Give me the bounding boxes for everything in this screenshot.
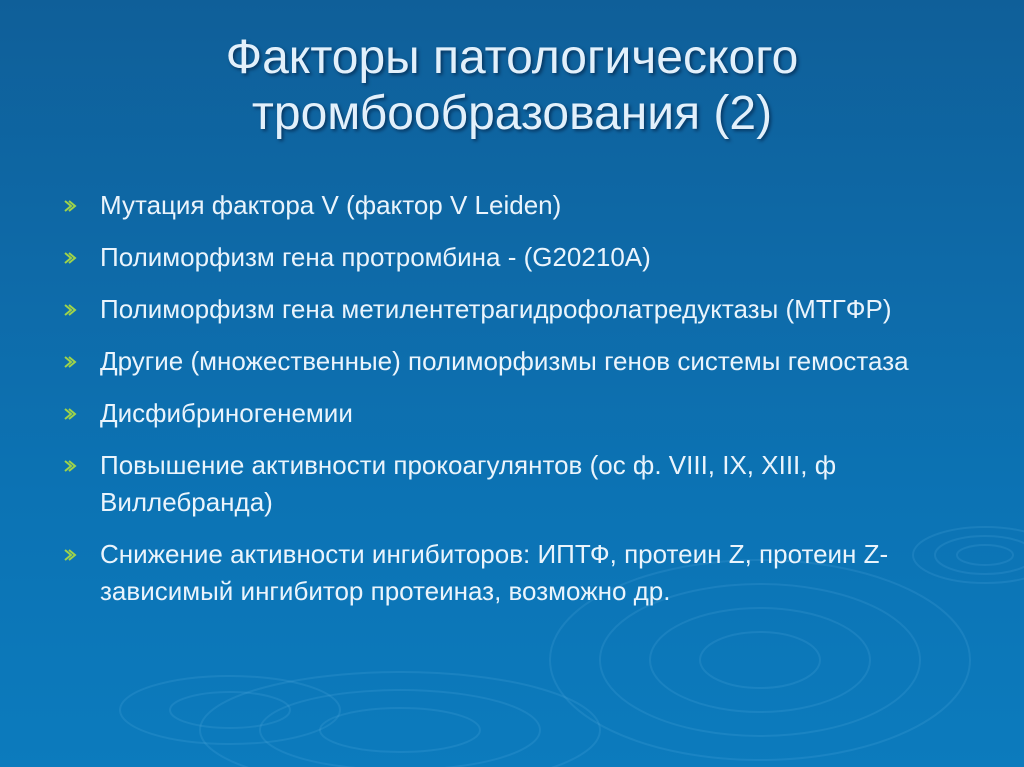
bullet-item — [62, 395, 962, 432]
chevron-right-icon — [62, 354, 78, 370]
chevron-right-icon — [62, 406, 78, 422]
bullet-text: Другие (множественные) полиморфизмы генов системы гемостаза — [100, 346, 909, 376]
bullet-text: Дисфибриногенемии — [100, 398, 353, 428]
slide-title-line-2: тромбообразования (2) — [251, 87, 773, 140]
chevron-right-icon — [62, 302, 78, 318]
chevron-right-icon — [62, 547, 78, 563]
bullet-item — [62, 239, 962, 276]
chevron-right-icon — [62, 250, 78, 266]
bullet-item — [62, 536, 962, 610]
bullet-item — [62, 447, 962, 521]
bullet-text: Мутация фактора V (фактор V Leiden) — [100, 190, 562, 220]
bullet-item — [62, 187, 962, 224]
slide-title — [0, 30, 1024, 142]
bullet-item — [62, 291, 962, 328]
chevron-right-icon — [62, 198, 78, 214]
slide-title-line-1: Факторы патологического — [225, 31, 799, 84]
bullet-text: Полиморфизм гена метилентетрагидрофолатредуктазы (МТГФР) — [100, 294, 892, 324]
bullet-list — [62, 187, 962, 625]
bullet-text: Полиморфизм гена протромбина - (G20210A) — [100, 242, 651, 272]
chevron-right-icon — [62, 458, 78, 474]
bullet-item — [62, 343, 962, 380]
bullet-text: Снижение активности ингибиторов: ИПТФ, протеин Z, протеин Z-зависимый ингибитор протеиназ, возможно др. — [100, 539, 889, 606]
bullet-text: Повышение активности прокоагулянтов (ос ф. VIII, IX, XIII, ф Виллебранда) — [100, 450, 837, 517]
